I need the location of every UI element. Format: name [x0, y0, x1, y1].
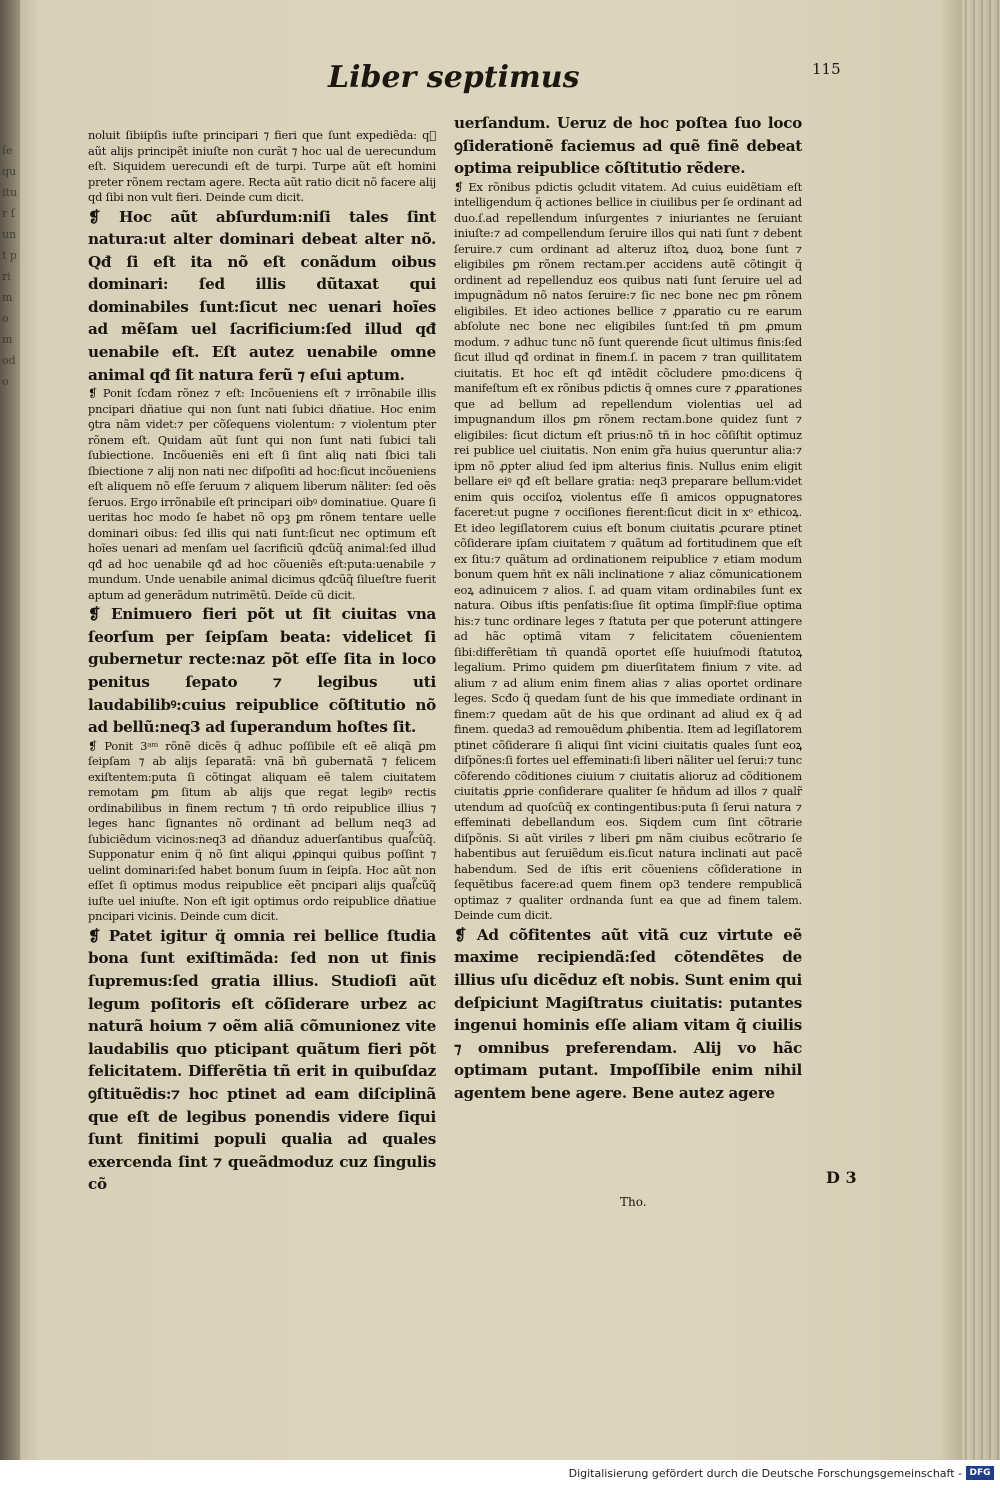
paragraph: ❡ Ad cõfitentes aũt vitã cuz virtute eẽ maxime recipiendã:ſed cõtendẽtes de illius uſu dicẽduz eſt nobis. Sunt enim qui deſpiciunt Magiſtratus ciuitatis: putantes ingenui hominis eſſe aliam vitam q̃ ciuilis ⁊ omnibus preferendam. Alij vo hãc optimam putant. Impoſſibile enim nihil agentem bene agere. Bene autez agere [454, 925, 802, 1102]
paragraph: ❡ Hoc aũt abſurdum:niſi tales ſint natura:ut alter dominari debeat alter nõ. Qđ ſi eſt ita nõ eſt conãdum oibus dominari: ſed illis dũtaxat qui dominabiles ſunt:ſicut nec uenari hoĩes ad mẽſam uel ſacrificium:ſed illud qđ uenabile eſt. Eſt autez uenabile omne animal qđ ſit natura ferũ ⁊ eſui aptum. [88, 207, 436, 384]
footer-credit: Digitalisierung gefördert durch die Deutsche Forschungsgemeinschaft - [568, 1467, 962, 1480]
paragraph: ❡ Enimuero fieri põt ut ſit ciuitas vna ſeorſum per ſeipſam beata: videlicet ſi gubernetur recte:naz põt eſſe ſita in loco penitus ſepato ⁊ legibus uti laudabilibꝰ:cuius reipublice cõſtitutio nõ ad bellũ:neq3 ad ſuperandum hoſtes ſit. [88, 605, 436, 737]
catchword: Tho. [620, 1195, 647, 1209]
dfg-logo: DFG [966, 1466, 994, 1480]
paragraph: ❡ Patet igitur q̈ omnia rei bellice ſtudia bona ſunt exiſtimãda: ſed non ut finis ſupremus:ſed gratia illius. Studioſi aũt legum poſitoris eſt cõſiderare urbez ac naturã hoium ⁊ oẽm aliã cõmunionez vite laudabilis quo pticipant quãtum fieri põt felicitatem. Differẽtia tñ erit in quibuſdaz ꝯſtituẽdis:⁊ hoc ptinet ad eam diſciplinã que eſt de legibus ponendis videre ſiqui ſunt finitimi populi qualia ad quales exercenda ſint ⁊ queãdmoduz cuz ſingulis cõ [88, 926, 436, 1194]
folio-number: 115 [812, 60, 841, 78]
left-margin-fragment: ſequitur ſunt primo modo [2, 144, 18, 388]
right-column [454, 112, 802, 1105]
paragraph: ❡ Ponit ſcđam rõnez ⁊ eſt: Incõueniens eſt ⁊ irrõnabile illis pncipari dñatiue qui non ſunt nati ſubici dñatiue. Hoc enim ꝯtra nãm videt:⁊ per cõſequens violentum: ⁊ violentum pter rõnem eſt. Quidam aũt ſunt qui non ſunt nati ſubici tali ſubiectione. Incõueniẽs eni eſt ſi ſint aliq nati ſbici tali ſbiectione ⁊ alij non nati nec diſpoſiti ad hoc:ſicut incõueniens eſt aliquem nõ eſſe ſeruum ⁊ aliquem liberum nãliter: ſed oẽs ſeruos. Ergo irrõnabile eſt principari oibꝰ dominatiue. Quare ſi ueritas hoc modo ſe habet nõ opꝫ ꝑm rõnem tentare uelle dominari oibus: ſed illis qui nati ſunt:ſicut nec optimum eſt hoĩes uenari ad menſam uel ſacrificiũ qđcũq̃ animal:ſed illud qđ ad hoc uenabile qđ ad hoc cõueniẽs eſt:puta:uenabile ⁊ mundum. Unde uenabile animal dicimus qđcũq̃ ſilueſtre fuerit aptum ad generãdum nutrimẽtũ. Deĩde cũ dicit. [88, 386, 436, 602]
paragraph: noluit ſibiipſis iuſte principari ⁊ fieri que ſunt expediẽda: q᷑ aũt alijs principẽt iniuſte non curãt ⁊ hoc ual de uerecundum eſt. Siquidem uerecundi eſt de turpi. Turpe aũt eſt homini preter rõnem rectam agere. Recta aũt ratio dicit nõ facere alij qd ſibi non vult fieri. Deinde cum dicit. [88, 128, 436, 204]
paragraph: uerſandum. Ueruz de hoc poſtea ſuo loco ꝯſiderationẽ faciemus ad quẽ finẽ debeat optima reipublice cõſtitutio rẽdere. [454, 114, 802, 178]
signature-mark: D 3 [826, 1168, 857, 1187]
paragraph: ❡ Ponit 3ᵃᵐ rõnẽ dicẽs q̈ adhuc poſſibile eſt eẽ aliqã ꝑm ſeipſam ⁊ ab alijs ſeparatã: vnã bñ gubernatã ⁊ felicem exiſtentem:puta ſi cõtingat aliquam eẽ talem ciuitatem remotam ꝑm ſitum ab alijs que regat legibꝰ rectis ordinabilibus in finem rectum ⁊ tñ ordo reipublice illius ⁊ leges hanc ſignantes nõ ordinant ad bellum neq3 ad ſubiciẽdum vicinos:neq3 ad dñanduz aduerſantibus quaſ᷑cũq̃. Supponatur enim q̈ nõ ſint aliqui ꝓpinqui quibus poſſint ⁊ uelint dominari:ſed habet bonum ſuum in ſeipſa. Hoc aũt non eſſet ſi optimus modus reipublice eẽt pncipari alijs quaſ᷑cũq̃ iuſte uel iniuſte. Non eſt igit optimus ordo reipublice dñatiue pncipari vicinis. Deinde cum dicit. [88, 738, 436, 924]
left-column [88, 128, 436, 1196]
footer-bar [0, 1460, 1000, 1488]
running-title: Liber septimus [328, 60, 580, 95]
paragraph: ❡ Ex rõnibus pdictis ꝯcludit vitatem. Ad cuius euidẽtiam eſt intelligendum q̈ actiones bellice in ciuilibus per ſe ordinant ad duo.ſ.ad repellendum inſurgentes ⁊ iniuriantes ne ſeruiant iniuſte:⁊ ad compellendum ſeruire illos qui nati ſunt ⁊ debent ſeruire.⁊ cum ordinant ad alteruz iſtoꝝ duoꝝ bone ſunt ⁊ eligibiles ꝑm rõnem rectam.per accidens autẽ cõtingit q̈ ordinent ad repellenduz eos quibus nati ſunt ſeruire uel ad impugnãdum nõ natos ſeruire:⁊ ſic nec bone nec ꝑm rõnem eligibiles. Et ideo actiones bellice ⁊ ꝓparatio cu re earum abſolute nec bone nec eligibiles ſunt:ſed tñ ꝑm ꝓmum modum. ⁊ adhuc tunc nõ ſunt querende ſicut ultimus finis:ſed ſicut illud qđ ordinat in finem.ſ. in pacem ⁊ tran quillitatem ciuitatis. Et hoc eſt qđ intẽdit cõcludere pmo:dicens q̈ manifeſtum eſt ex rõnibus pdictis q̈ omnes cure ⁊ ꝓparationes que ad bellum ad repellendum violentias uel ad impugnandum illos ꝑm rõnem rectam.bone quidez ſunt ⁊ eligibiles: ſicut dictum eſt prius:nõ tñ in hoc cõſiſtit optimuz rei publice uel ciuitatis. Non enim gr̃a huius queruntur alia:⁊ ipm nõ ꝓpter aliud ſed ipm alterius finis. Nullus enim eligit bellare eiꝰ qđ eſt bellare gratia: neq3 preparare bellum:videt enim quis occiſoꝝ violentus eſſe ſi amicos oppugnatores faceret:ut pugne ⁊ occiſiones fierent:ſicut dicit in xᵒ ethicoꝝ. Et ideo legiſlatorem cuius eſt bonum ciuitatis ꝓcurare ptinet cõſiderare ipſam ciuitatem ⁊ quãtum ad fortitudinem que eſt ex ſitu:⁊ quãtum ad ordinationem reipublice ⁊ etiam modum bonum quem hñt ex nãli inclinatione ⁊ aliaz cõmunicationem eoꝝ adinuicem ⁊ alios. ſ. ad quam vitam ordinabiles ſunt ex natura. Oibus iſtis penſatis:ſiue ſit optima ſimplr̃:ſiue optima his:⁊ tunc ordinare leges ⁊ ſtatuta per que poterunt attingere ad hãc optimã vitam ⁊ felicitatem cõuenientem ſibi:differẽtiam tñ quandã oportet eſſe huiuſmodi ſtatutoꝝ legalium. Primo quidem ꝑm diuerſitatem finium ⁊ vite. ad alium ⁊ ad alium enim finem alias ⁊ alias oportet ordinare leges. Scđo q̈ quedam ſunt de his que immediate ordinant in finem:⁊ quedam aũt de his que ordinant ad aliud ex q̈ ad finem. queda3 ad remouẽdum ꝓhibentia. Item ad legiſlatorem ptinet cõſiderare ſi aliqui ſint vicini ciuitatis quales ſunt eoꝝ diſpõnes:ſi fortes uel effeminati:ſi liberi nãliter uel ſerui:⁊ tunc cõferendo cõditiones ciuium ⁊ ciuitatis alioruz ad cõditionem ciuitatis ꝓprie conſiderare qualiter ſe hñdum ad illos ⁊ qualr̃ utendum ad quoſcũq̃ ex contingentibus:puta ſi ſerui natura ⁊ effeminati debellandum eos. Siqdem cum ſint cõtrarie diſpõnis. Si aũt viriles ⁊ liberi ꝑm nãm ciuibus ecõtrario ſe habentibus aut ſeruiẽdum eis.ſicut natura inclinati aut pacẽ habendum. Sed de iſtis erit cõueniens cõſideratione in ſequẽtibus facere:ad quem finem op3 tendere rempublicã optimaz ⁊ qualiter ordnanda ſunt ea que ad finem talem. Deinde cum dicit. [454, 179, 802, 923]
page-edge [962, 0, 1000, 1460]
